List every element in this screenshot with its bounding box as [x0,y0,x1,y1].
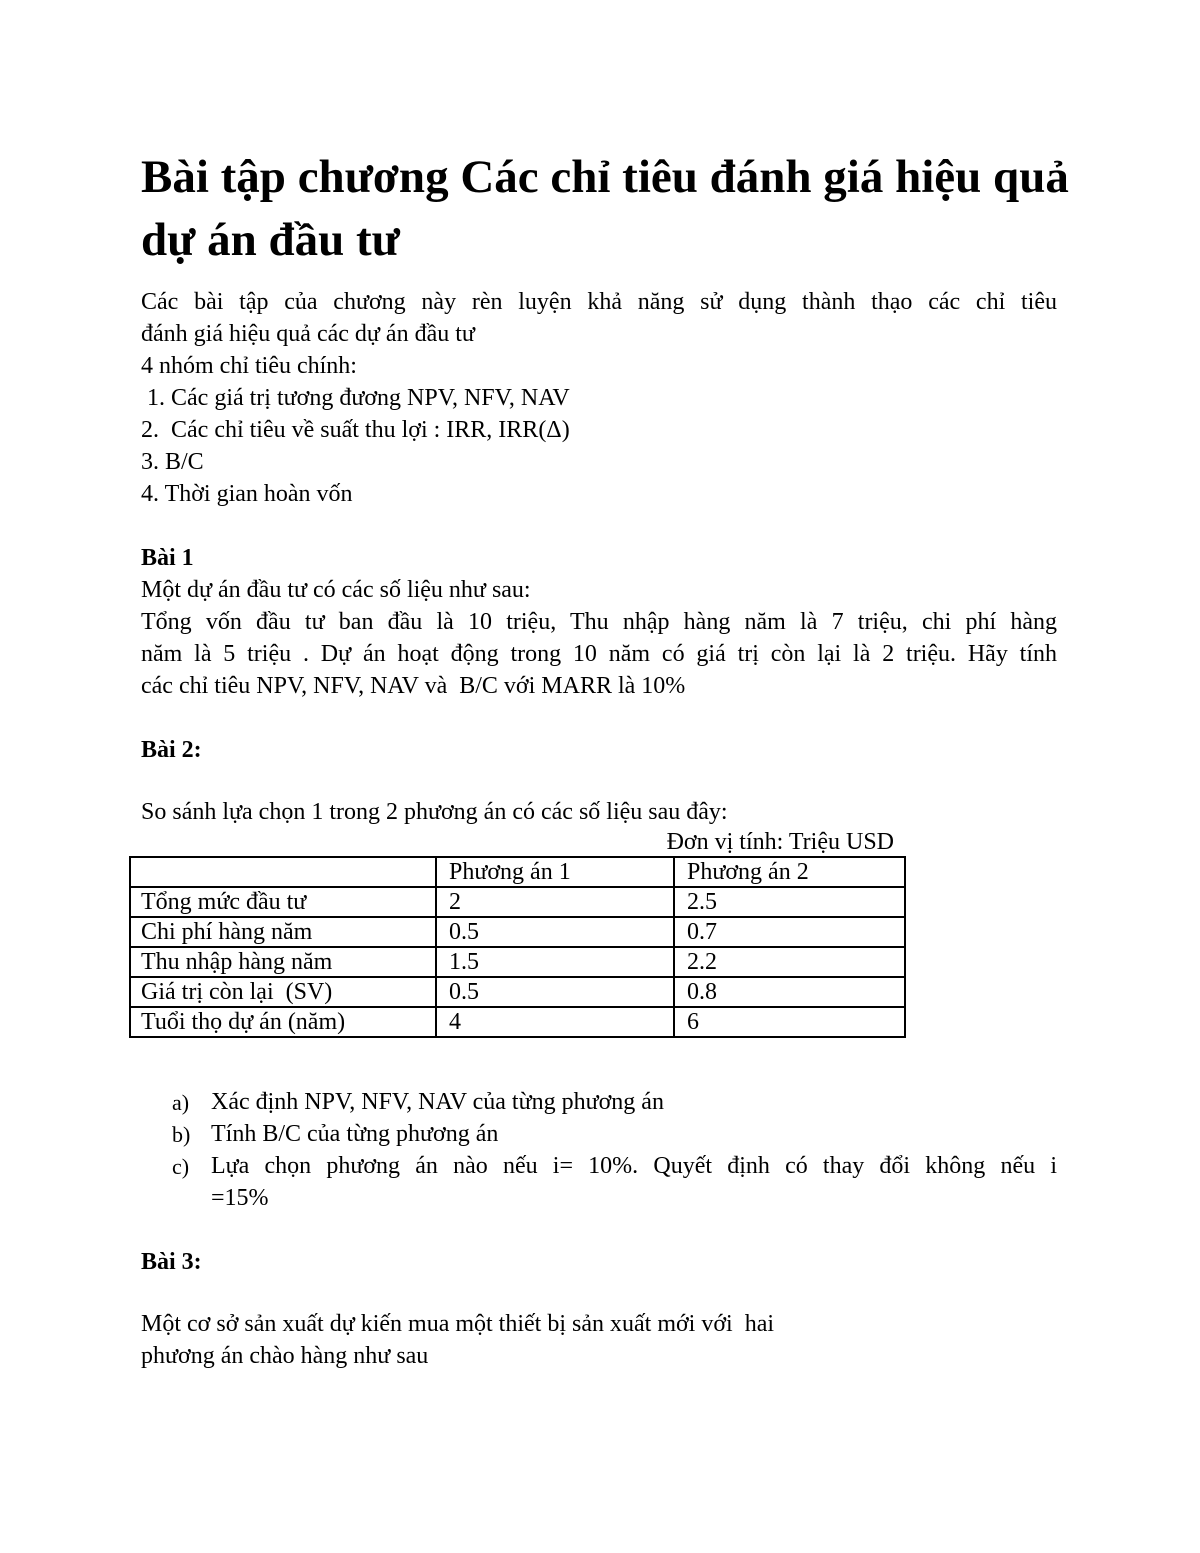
table-row [130,1007,905,1037]
groups-heading: 4 nhóm chỉ tiêu chính: [141,353,357,379]
table-cell: Thu nhập hàng năm [130,947,436,977]
table-cell: 0.5 [436,917,674,947]
bai1-line-2: Tổng vốn đầu tư ban đầu là 10 triệu, Thu nhập hàng năm là 7 triệu, chi phí hàng [141,609,1057,635]
table-row [130,947,905,977]
table-row [130,887,905,917]
table-header-cell: Phương án 2 [674,857,905,887]
bai3-line-1: Một cơ sở sản xuất dự kiến mua một thiết bị sản xuất mới với hai [141,1311,775,1337]
table-cell: Tổng mức đầu tư [130,887,436,917]
bai2-heading: Bài 2: [141,737,202,763]
table-cell: 6 [674,1007,905,1037]
table-row [130,917,905,947]
bai2-unit: Đơn vị tính: Triệu USD [666,829,894,855]
table-row [130,977,905,1007]
table-header-cell: Phương án 1 [436,857,674,887]
table-cell: 0.7 [674,917,905,947]
intro-line-2: đánh giá hiệu quả các dự án đầu tư [141,321,475,347]
table-cell: Chi phí hàng năm [130,917,436,947]
comparison-table [129,856,906,1038]
table-cell: 1.5 [436,947,674,977]
intro-line-1: Các bài tập của chương này rèn luyện khả năng sử dụng thành thạo các chỉ tiêu [141,289,1057,315]
list-item: Xác định NPV, NFV, NAV của từng phương án [211,1089,664,1115]
bai2-intro: So sánh lựa chọn 1 trong 2 phương án có các số liệu sau đây: [141,799,728,825]
bai3-line-2: phương án chào hàng như sau [141,1343,429,1369]
list-marker: c) [172,1154,190,1179]
table-header-cell [130,857,436,887]
table-cell: Giá trị còn lại (SV) [130,977,436,1007]
list-marker: b) [172,1122,191,1147]
table-cell: Tuổi thọ dự án (năm) [130,1007,436,1037]
bai1-line-3: năm là 5 triệu . Dự án hoạt động trong 10 năm có giá trị còn lại là 2 triệu. Hãy tính [141,641,1057,667]
bai1-heading: Bài 1 [141,545,194,571]
table-header-row [130,857,905,887]
group-item-1: 1. Các giá trị tương đương NPV, NFV, NAV [141,385,570,411]
bai3-heading: Bài 3: [141,1249,202,1275]
list-item: Tính B/C của từng phương án [211,1121,499,1147]
group-item-4: 4. Thời gian hoàn vốn [141,481,353,507]
bai1-line-4: các chỉ tiêu NPV, NFV, NAV và B/C với MARR là 10% [141,673,686,699]
bai1-line-1: Một dự án đầu tư có các số liệu như sau: [141,577,531,603]
table-cell: 2.5 [674,887,905,917]
table-cell: 0.8 [674,977,905,1007]
page-title: Bài tập chương Các chỉ tiêu đánh giá hiệu quả dự án đầu tư [141,151,1069,266]
table-cell: 2 [436,887,674,917]
list-marker: a) [172,1090,190,1115]
list-item: Lựa chọn phương án nào nếu i= 10%. Quyết định có thay đổi không nếu i [211,1153,1057,1179]
table-cell: 4 [436,1007,674,1037]
table-cell: 0.5 [436,977,674,1007]
group-item-2: 2. Các chỉ tiêu về suất thu lợi : IRR, IRR(Δ) [141,417,570,443]
table-cell: 2.2 [674,947,905,977]
list-item-continuation: =15% [211,1185,269,1211]
group-item-3: 3. B/C [141,449,204,475]
